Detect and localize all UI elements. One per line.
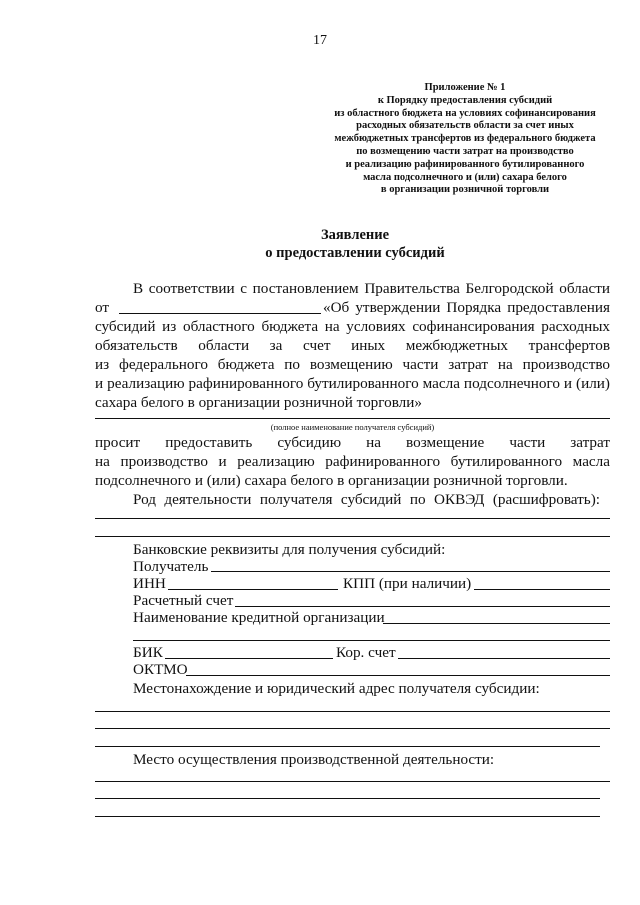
credit-org-field[interactable] [383,623,610,624]
address-label: Местонахождение и юридический адрес получателя субсидии: [133,680,540,697]
request-line-2: на производство и реализацию рафинированного бутилированного масла [95,453,610,470]
appendix-header [300,82,630,197]
production-line-2[interactable] [95,798,600,799]
intro-from: от [95,299,110,316]
production-label: Место осуществления производственной деятельности: [133,751,495,768]
appendix-line: расходных обязательств области за счет иных [356,120,574,132]
oktmo-field[interactable] [186,675,610,676]
address-line-3[interactable] [95,746,600,747]
appendix-line: к Порядку предоставления субсидий [377,94,553,106]
appendix-line: масла подсолнечного и (или) сахара белого [363,171,567,183]
okved-line-2 [95,536,610,537]
address-line-1[interactable] [95,711,610,712]
request-line-3: подсолнечного и (или) сахара белого в организации розничной торговли. [95,472,568,489]
credit-org-label: Наименование кредитной организации [133,609,385,626]
inn-field[interactable] [168,589,338,590]
appendix-line: Приложение № 1 [424,82,506,93]
intro-line-2: «Об утверждении Порядка предоставления [323,299,610,316]
okved-label: Род деятельности получателя субсидий по ОКВЭД (расшифровать): [133,491,600,508]
recipient-label: Получатель [133,558,209,575]
appendix-line: и реализацию рафинированного бутилированного [345,158,585,170]
intro-line-6: и реализацию рафинированного бутилированного масла подсолнечного и (или) [95,375,610,392]
production-line-1[interactable] [95,781,610,782]
appendix-line: межбюджетных трансфертов из федерального бюджета [334,133,596,145]
date-number-line [119,313,321,314]
bik-label: БИК [133,644,163,661]
recipient-caption: (полное наименование получателя субсидий) [270,422,435,432]
appendix-line: по возмещению части затрат на производство [356,145,574,157]
corr-account-field[interactable] [398,658,610,659]
page-number: 17 [313,33,327,48]
inn-label: ИНН [133,575,166,592]
intro-line-1: В соответствии с постановлением Правительства Белгородской области [133,280,610,297]
appendix-line: в организации розничной торговли [380,184,550,196]
recipient-field[interactable] [211,571,610,572]
kpp-field[interactable] [474,589,610,590]
intro-line-5: из федерального бюджета по возмещению части затрат на производство [95,356,610,373]
intro-line-3: субсидий из областного бюджета на условиях софинансирования расходных [95,318,610,335]
request-line-1: просит предоставить субсидию на возмещение части затрат [95,434,610,451]
kpp-label: КПП (при наличии) [343,575,472,592]
intro-line-4: обязательств области за счет иных межбюджетных трансфертов [95,337,610,354]
appendix-line: из областного бюджета на условиях софинансирования [334,107,596,119]
oktmo-label: ОКТМО [133,661,188,678]
recipient-name-line [95,418,610,419]
bank-header: Банковские реквизиты для получения субсидий: [133,541,446,558]
account-label: Расчетный счет [133,592,234,609]
corr-account-label: Кор. счет [336,644,396,661]
production-line-3[interactable] [95,816,600,817]
credit-org-field-2[interactable] [133,640,610,641]
intro-line-7: сахара белого в организации розничной торговли» [95,394,422,411]
bik-field[interactable] [165,658,333,659]
account-field[interactable] [235,606,610,607]
address-line-2[interactable] [95,728,610,729]
document-title: Заявление [320,227,390,243]
document-subtitle: о предоставлении субсидий [265,245,445,261]
okved-line-1 [95,518,610,519]
